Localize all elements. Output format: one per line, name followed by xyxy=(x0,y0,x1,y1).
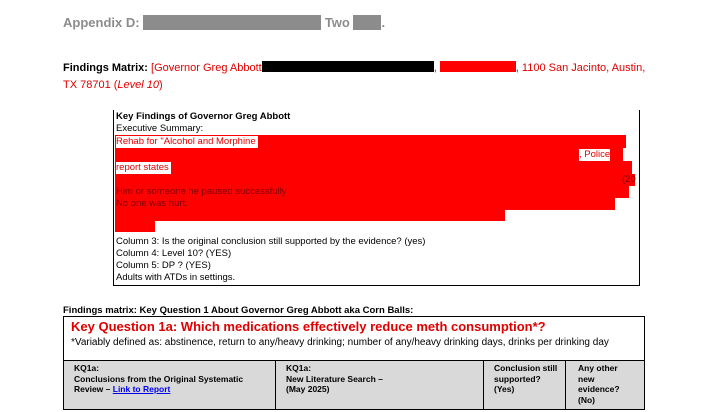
redaction-block xyxy=(262,61,434,72)
key-question-subtitle: *Variably defined as: abstinence, return to any/heavy drinking; number of any/heavy drinking days, drinks per drinking day xyxy=(71,337,609,348)
key-findings-box xyxy=(113,110,640,286)
address-line2: TX 78701 ( xyxy=(63,79,118,91)
comma: , xyxy=(433,62,437,74)
header-line: evidence? xyxy=(578,384,620,394)
redaction-block xyxy=(115,148,623,161)
police-text: , Police xyxy=(579,149,611,160)
header-line: Any other xyxy=(578,363,618,373)
governor-name: [Governor Greg Abbott xyxy=(151,62,262,74)
findings-table-header xyxy=(63,360,645,410)
redaction-block xyxy=(143,15,321,30)
appendix-end: . xyxy=(381,15,386,30)
address: , 1100 San Jacinto, Austin, xyxy=(515,62,646,74)
key-findings-title: Key Findings of Governor Greg Abbott xyxy=(116,111,291,122)
header-line: new xyxy=(578,373,595,384)
header-line: supported? xyxy=(494,373,541,384)
redaction-block xyxy=(115,198,615,210)
table-header-cell xyxy=(484,361,566,409)
redaction-block xyxy=(115,221,155,232)
redaction-block xyxy=(115,161,632,174)
header-line: (May 2025) xyxy=(286,384,330,394)
key-question-box xyxy=(63,316,645,362)
header-line: Review – xyxy=(74,384,113,394)
column-4-note: Column 4: Level 10? (YES) xyxy=(116,248,232,259)
close-paren: ) xyxy=(159,79,163,91)
header-line: Conclusion still xyxy=(494,363,558,373)
redaction-block xyxy=(115,174,635,186)
header-line: New Literature Search – xyxy=(286,373,383,384)
key-question-title: Key Question 1a: Which medications effectively reduce meth consumption*? xyxy=(71,319,546,334)
report-states-text: report states xyxy=(116,162,169,173)
him-line: Him or someone he paused successfully xyxy=(116,186,287,197)
no-one-hurt: No one was hurt. xyxy=(116,198,188,209)
table-header-cell xyxy=(276,361,484,409)
table-header-cell xyxy=(64,361,276,409)
redaction-block xyxy=(440,61,516,72)
redaction-block xyxy=(115,210,505,221)
column-3-note: Column 3: Is the original conclusion still supported by the evidence? (yes) xyxy=(116,236,426,247)
column-5-note: Column 5: DP ? (YES) xyxy=(116,260,211,271)
appendix-heading xyxy=(63,15,385,30)
adults-note: Adults with ATDs in settings. xyxy=(116,272,236,283)
table-header-cell xyxy=(566,361,644,409)
link-to-report[interactable]: Link to Report xyxy=(112,384,171,394)
level-label: Level 10 xyxy=(117,79,160,91)
header-line: KQ1a: xyxy=(74,363,100,373)
findings-matrix-line xyxy=(63,60,663,94)
header-line: KQ1a: xyxy=(286,363,312,373)
header-line: (No) xyxy=(578,394,595,405)
header-line: Conclusions from the Original Systematic xyxy=(74,373,244,384)
appendix-prefix: Appendix D: xyxy=(63,15,140,30)
executive-summary-label: Executive Summary: xyxy=(116,123,204,134)
findings-matrix-2-heading: Findings matrix: Key Question 1 About Governor Greg Abbott aka Corn Balls: xyxy=(63,305,414,316)
appendix-suffix: Two xyxy=(324,15,350,30)
rehab-text: Rehab for "Alcohol and Morphine xyxy=(116,136,256,147)
redaction-block xyxy=(353,15,381,30)
findings-matrix-label: Findings Matrix: xyxy=(63,62,148,74)
year-fragment: (20 xyxy=(622,174,636,185)
header-line: (Yes) xyxy=(494,384,515,394)
